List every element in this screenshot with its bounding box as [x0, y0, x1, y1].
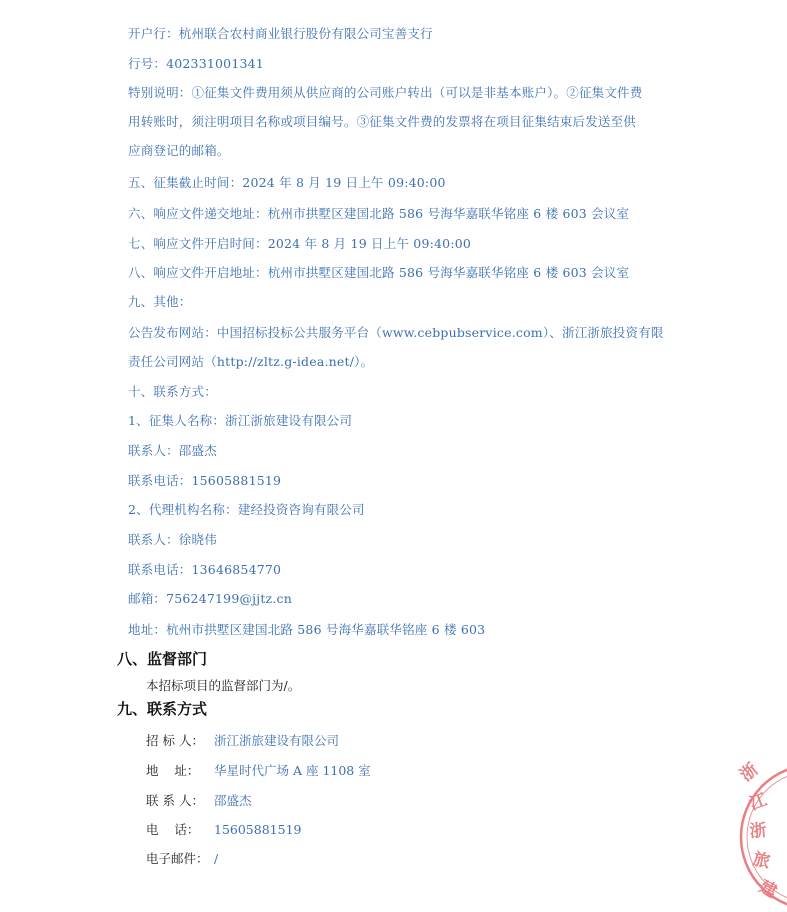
- section-9-heading: 九、联系方式: [117, 700, 208, 718]
- line-website-2: 责任公司网站（http://zltz.g-idea.net/）。: [128, 354, 374, 369]
- contact-value: 浙江浙旅建设有限公司: [214, 733, 340, 748]
- contact-label: 电 话：: [146, 822, 200, 837]
- line-contact-title: 十、联系方式：: [128, 384, 217, 399]
- contact-value: 华星时代广场 A 座 1108 室: [214, 763, 371, 778]
- line-other: 九、其他：: [128, 294, 192, 309]
- line-deadline: 五、征集截止时间：2024 年 8 月 19 日上午 09:40:00: [128, 175, 446, 190]
- contact-value: 邵盛杰: [214, 793, 252, 808]
- contact-row-tenderer: [146, 731, 339, 749]
- contact-row-email: [146, 849, 218, 867]
- svg-text:浙: 浙: [736, 759, 763, 786]
- line-special-note-3: 应商登记的邮箱。: [128, 143, 230, 158]
- contact-label: 电子邮件：: [146, 851, 209, 866]
- contact-label: 招 标 人：: [146, 733, 204, 748]
- line-open-address: 八、响应文件开启地址：杭州市拱墅区建国北路 586 号海华嘉联华铭座 6 楼 603 会议室: [128, 265, 630, 280]
- line-bank: 开户行：杭州联合农村商业银行股份有限公司宝善支行: [128, 26, 433, 41]
- contact-row-address: [146, 761, 371, 779]
- line-agency-email[interactable]: 邮箱：756247199@jjtz.cn: [128, 591, 292, 606]
- line-collector-name: 1、征集人名称：浙江浙旅建设有限公司: [128, 413, 353, 428]
- line-agency-name: 2、代理机构名称：建经投资咨询有限公司: [128, 502, 365, 517]
- line-special-note-2: 用转账时，须注明项目名称或项目编号。③征集文件费的发票将在项目征集结束后发送至供: [128, 114, 637, 129]
- line-agency-address: 地址：杭州市拱墅区建国北路 586 号海华嘉联华铭座 6 楼 603: [128, 622, 486, 637]
- line-special-note-1: 特别说明：①征集文件费用须从供应商的公司账户转出（可以是非基本账户）。②征集文件费: [128, 85, 643, 100]
- contact-label: 联 系 人：: [146, 793, 204, 808]
- line-agency-phone: 联系电话：13646854770: [128, 562, 282, 577]
- svg-text:浙: 浙: [748, 820, 768, 842]
- line-website-1: 公告发布网站：中国招标投标公共服务平台（www.cebpubservice.com）、浙江浙旅投资有限: [128, 325, 664, 340]
- line-agency-contact: 联系人：徐晓伟: [128, 532, 217, 547]
- line-collector-phone: 联系电话：15605881519: [128, 473, 282, 488]
- line-submit-address: 六、响应文件递交地址：杭州市拱墅区建国北路 586 号海华嘉联华铭座 6 楼 603 会议室: [128, 206, 630, 221]
- svg-text:江: 江: [746, 790, 770, 815]
- line-bank-code: 行号：402331001341: [128, 56, 264, 71]
- section-8-heading: 八、监督部门: [117, 650, 208, 668]
- section-8-text: 本招标项目的监督部门为/。: [146, 678, 301, 693]
- contact-label: 地 址：: [146, 763, 200, 778]
- line-open-time: 七、响应文件开启时间：2024 年 8 月 19 日上午 09:40:00: [128, 236, 472, 251]
- line-collector-contact: 联系人：邵盛杰: [128, 443, 217, 458]
- contact-row-phone: [146, 820, 301, 838]
- company-seal-stamp: [728, 742, 787, 912]
- svg-text:建: 建: [755, 876, 781, 903]
- contact-value: 15605881519: [214, 822, 302, 837]
- svg-text:旅: 旅: [750, 849, 772, 873]
- contact-value: /: [214, 851, 219, 866]
- contact-row-person: [146, 791, 252, 809]
